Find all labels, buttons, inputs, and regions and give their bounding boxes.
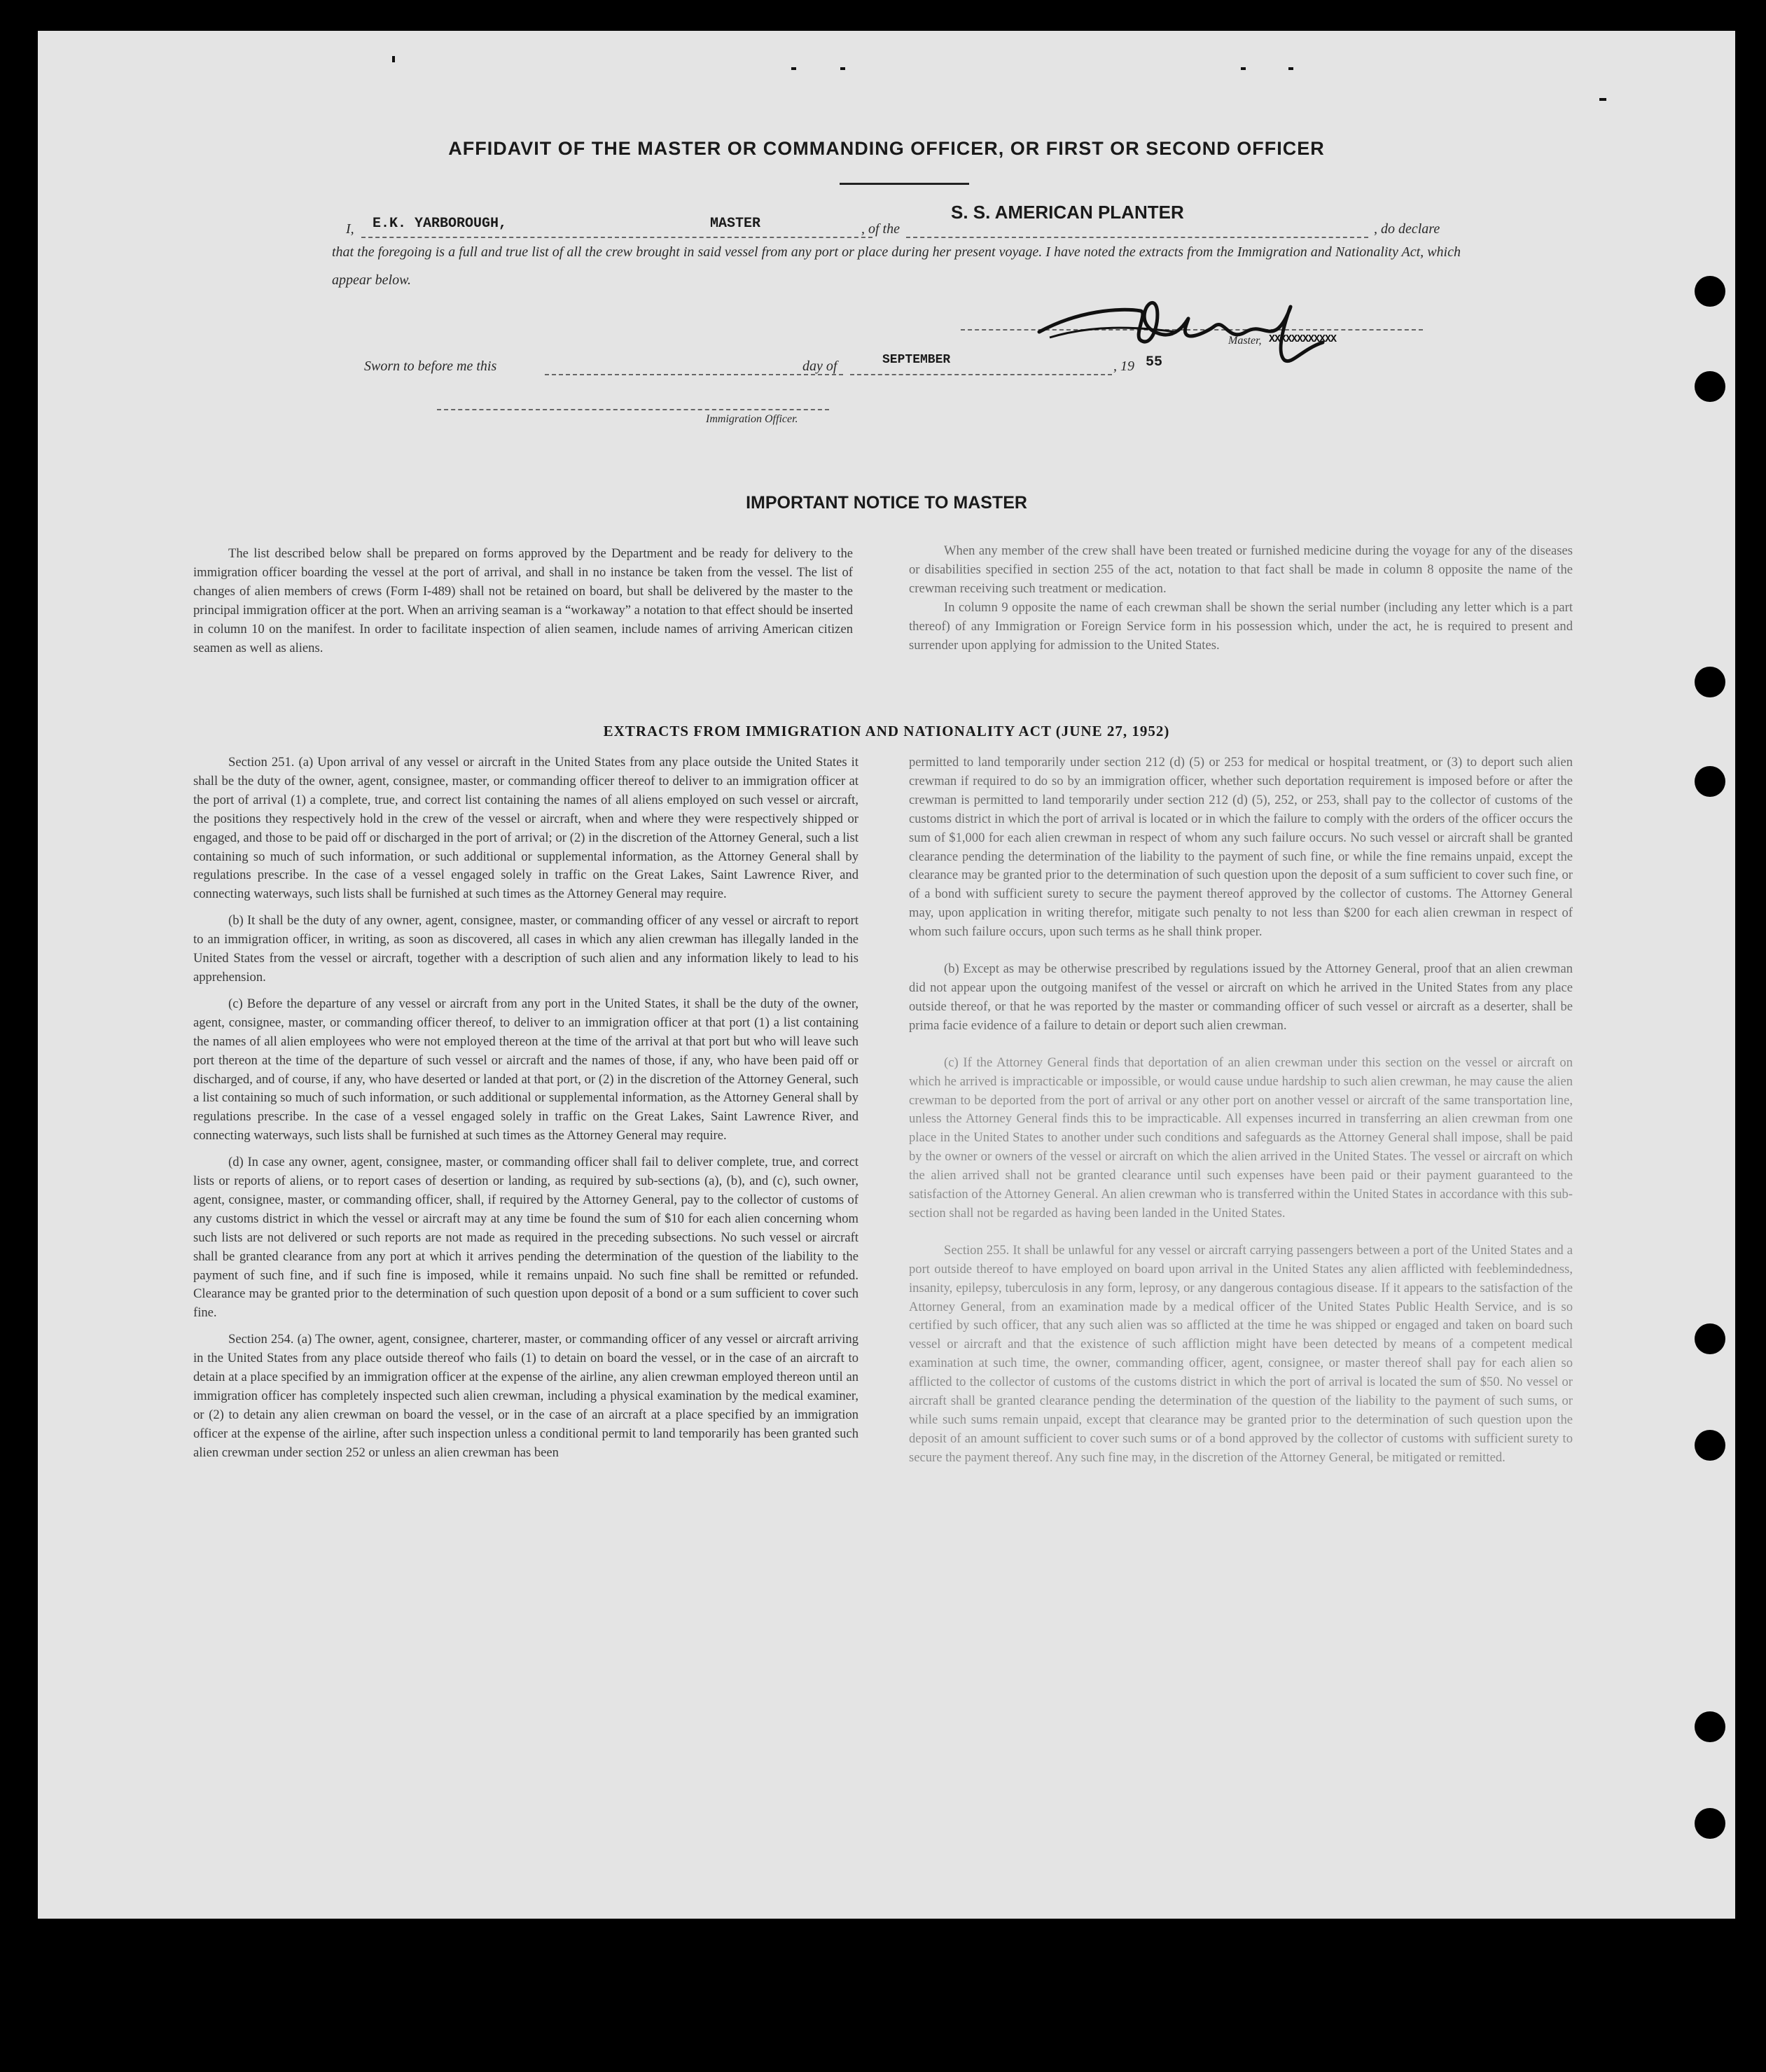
- affidavit-title: AFFIDAVIT OF THE MASTER OR COMMANDING OFFICER, OR FIRST OR SECOND OFFICER: [448, 138, 1325, 159]
- i-label: I,: [346, 221, 354, 237]
- declaration-text: that the foregoing is a full and true list of all the crew brought in said vessel from any port or place during her present voyage. I have noted the extracts from the Immigration and Nationality Act, which appear below.: [332, 244, 1461, 288]
- punch-hole: [1695, 667, 1725, 697]
- section-251c: (c) Before the departure of any vessel or aircraft from any port in the United States, it shall be the duty of the owner, agent, consignee, master, or commanding officer thereof, to deliver to an immigration officer at that port (1) a list containing the names of all alien employees who were not employed thereon at the time of the arrival at that port but who will leave such port thereon at the time of the departure of such vessel or aircraft and the names of those, if any, who have been paid off or discharged, and of course, if any, who have deserted or landed at that port, or (2) in the discretion of the Attorney General, such a list containing so much of such information, or such additional or supplemental information, as the Attorney General shall by regulations prescribe. In the case of a vessel engaged solely in traffic on the Great Lakes, Saint Lawrence River, and connecting waterways, such lists shall be furnished at such times as the Attorney General may require.: [193, 996, 858, 1143]
- punch-hole: [1695, 1323, 1725, 1354]
- sworn-month: SEPTEMBER: [882, 353, 951, 367]
- scan-speck: [392, 56, 395, 62]
- section-254c: (c) If the Attorney General finds that deportation of an alien crewman under this section on the vessel or aircraft on which he arrived is impracticable or impossible, or would cause undue hardship to such alien crewman, he may cause the alien crewman to be deported from the port of arrival or any other port on another vessel or aircraft of the same transportation line, unless the Attorney General finds this to be impracticable. All expenses incurred in transferring an alien crewman from one place in the United States to another under such conditions and safeguards as the Attorney General shall impose, shall be paid by the owner or owners of the vessel or aircraft on which the alien arrived in the United States. The vessel or aircraft on which the alien arrived shall not be granted clearance until such expenses have been paid or their payment guaranteed to the satisfaction of the Attorney General. An alien crewman who is transferred within the United States in accordance with this sub-section shall not be regarded as having been landed in the United States.: [909, 1055, 1573, 1221]
- officer-line: [437, 409, 829, 410]
- scan-speck: [1599, 98, 1606, 101]
- notice-right-column: [909, 542, 1573, 662]
- master-label: Master,: [1228, 335, 1262, 347]
- struck-title: XXXXXXXXXXXX: [1269, 333, 1337, 345]
- vessel-name: S. S. AMERICAN PLANTER: [951, 202, 1184, 223]
- punch-hole: [1695, 276, 1725, 307]
- extracts-left-column: [193, 753, 858, 1470]
- title-underline: [840, 183, 969, 185]
- notice-left-text: The list described below shall be prepared on forms approved by the Department and be ready for delivery to the immigration officer boarding the vessel at the port of arrival, and shall in no instance be taken from the vessel. The list of changes of alien members of crews (Form I-489) shall not be retained on board, but shall be delivered by the master to the principal immigration officer at the port. When an arriving seaman is a “workaway” a notation to that effect should be inserted in column 10 on the manifest. In order to facilitate inspection of alien seamen, include names of arriving American citizen seamen as well as aliens.: [193, 546, 853, 655]
- officer-name: E.K. YARBOROUGH,: [373, 216, 508, 232]
- scan-speck: [1288, 67, 1293, 70]
- year-prefix: , 19: [1113, 359, 1134, 374]
- notice-right-text-2: In column 9 opposite the name of each crewman shall be shown the serial number (including any letter which is a part thereof) of any Immigration or Foreign Service form in his possession which, under the act, he is required to present and surrender upon applying for admission to the United States.: [909, 599, 1573, 653]
- sworn-day-line: [545, 374, 843, 375]
- section-255: Section 255. It shall be unlawful for any vessel or aircraft carrying passengers between a port of the United States and a port outside thereof to have employed on board upon arrival in the United States any alien afflicted with feeblemindedness, insanity, epilepsy, tuberculosis in any form, leprosy, or any dangerous contagious disease. If it appears to the satisfaction of the Attorney General, from an examination made by a medical officer of the United States Public Health Service, and is so certified by such officer, that any such alien was so afflicted at the time he was shipped or engaged and taken on board such vessel or aircraft and that the existence of such affliction might have been detected by means of a competent medical examination at such time, the owner, commanding officer, agent, consignee, or master thereof shall pay for each alien so afflicted to the collector of customs of the customs district in which the port of arrival is located the sum of $50. No vessel or aircraft shall be granted clearance pending the determination of the question of the liability to the payment of such sums, or while such sums remain unpaid, except that clearance may be granted prior to the determination of such question upon the deposit of an amount sufficient to cover such sums or of a bond approved by the collector of customs with sufficient surety to secure the payment thereof. Any such fine may, in the discretion of the Attorney General, be mitigated or remitted.: [909, 1242, 1573, 1465]
- scan-speck: [840, 67, 845, 70]
- section-251a: Section 251. (a) Upon arrival of any vessel or aircraft in the United States from any place outside the United States it shall be the duty of the owner, agent, consignee, master, or commanding officer thereof to deliver to an immigration officer at the port of arrival (1) a complete, true, and correct list containing the names of all aliens employed on such vessel or aircraft, the positions they respectively hold in the crew of the vessel or aircraft, when and where they were respectively shipped or engaged, and those to be paid off or discharged in the port of arrival; or (2) in the discretion of the Attorney General, such a list containing so much of such information, or such additional or supplemental information, as the Attorney General shall by regulations prescribe. In the case of a vessel engaged solely in traffic on the Great Lakes, Saint Lawrence River, and connecting waterways, such lists shall be furnished at such times as the Attorney General may require.: [193, 755, 858, 902]
- section-254a-cont: permitted to land temporarily under section 212 (d) (5) or 253 for medical or hospital treatment, or (3) to deport such alien crewman if required to do so by an immigration officer, whether such deportation requirement is imposed before or after the crewman is permitted to land temporarily under section 212 (d) (5), 252, or 253, shall pay to the collector of customs of the customs district in which the port of arrival is located or in which the failure to comply with the orders of the officer occurs the sum of $1,000 for each alien crewman in respect of whom any such failure occurs. No such vessel or aircraft shall be granted clearance pending the determination of the liability to the payment of such fine, or while the fine remains unpaid, except the clearance may be granted prior to the determination of such question upon the deposit of a sum sufficient to cover such fine, or of a bond with sufficient surety to secure the payment thereof approved by the collector of customs. The Attorney General may, upon application in writing therefor, mitigate such penalty to not less than $200 for each alien crewman in respect of whom such failure occurs, upon such terms as he shall think proper.: [909, 755, 1573, 940]
- sworn-label: Sworn to before me this: [364, 359, 497, 374]
- month-line: [850, 374, 1112, 375]
- punch-hole: [1695, 371, 1725, 402]
- notice-left-column: [193, 545, 853, 665]
- day-of-label: day of: [802, 359, 837, 374]
- punch-hole: [1695, 1808, 1725, 1839]
- punch-hole: [1695, 766, 1725, 797]
- section-251b: (b) It shall be the duty of any owner, agent, consignee, master, or commanding officer of any vessel or aircraft to report to an immigration officer, in writing, as soon as discovered, all cases in which any alien crewman has illegally landed in the United States from the vessel or aircraft, together with a description of such alien and any information likely to lead to his apprehension.: [193, 913, 858, 985]
- sworn-year: 55: [1146, 354, 1163, 370]
- document-page: [38, 31, 1735, 1919]
- section-254b: (b) Except as may be otherwise prescribed by regulations issued by the Attorney General, proof that an alien crewman did not appear upon the outgoing manifest of the vessel or aircraft on which he arrived in the United States from any place outside thereof, or that he was reported by the master or commanding officer of such vessel or aircraft as a deserter, shall be prima facie evidence of a failure to detain or deport such alien crewman.: [909, 961, 1573, 1033]
- master-signature: [1036, 283, 1365, 374]
- extracts-heading: EXTRACTS FROM IMMIGRATION AND NATIONALITY ACT (JUNE 27, 1952): [603, 723, 1170, 739]
- do-declare-label: , do declare: [1374, 221, 1440, 237]
- notice-right-text-1: When any member of the crew shall have been treated or furnished medicine during the voyage for any of the diseases or disabilities specified in section 255 of the act, notation to that fact shall be made in column 8 opposite the name of the crewman receiving such treatment or medication.: [909, 543, 1573, 596]
- scan-speck: [791, 67, 796, 70]
- section-254a: Section 254. (a) The owner, agent, consignee, charterer, master, or commanding officer of any vessel or aircraft arriving in the United States from any place outside thereof who fails (1) to detain on board the vessel, or in the case of an aircraft to detain at a place specified by an immigration officer at the expense of the airline, any alien crewman employed thereon until an immigration officer has completely inspected such alien crewman, including a physical examination by the medical examiner, or (2) to detain any alien crewman on board the vessel, or in the case of an aircraft at a place specified by an immigration officer at the expense of the airline, after such inspection unless a conditional permit to land temporarily has been granted such alien crewman under section 252 or unless an alien crewman has been: [193, 1332, 858, 1460]
- section-251d: (d) In case any owner, agent, consignee, master, or commanding officer shall fail to deliver complete, true, and correct lists or reports of aliens, or to report cases of desertion or landing, as required by sub-sections (a), (b), and (c), such owner, agent, consignee, master, or commanding officer, shall, if required by the Attorney General, pay to the collector of customs of any customs district in which the vessel or aircraft may at any time be found the sum of $10 for each alien concerning whom such lists are not delivered or such reports are not made as required in the preceding subsections. No such vessel or aircraft shall be granted clearance from any port at which it arrives pending the determination of the question of the liability to the payment of such fine, and if such fine is imposed, while it remains unpaid. No such fine shall be remitted or refunded. Clearance may be granted prior to the determination of such question upon deposit of a bond or a sum sufficient to cover such fine.: [193, 1155, 858, 1321]
- officer-title: MASTER: [710, 216, 761, 232]
- of-the-label: , of the: [861, 221, 900, 237]
- officer-label: Immigration Officer.: [706, 413, 798, 425]
- scan-speck: [1241, 67, 1246, 70]
- punch-hole: [1695, 1711, 1725, 1742]
- notice-heading: IMPORTANT NOTICE TO MASTER: [746, 493, 1027, 513]
- extracts-right-column: [909, 753, 1573, 1475]
- punch-hole: [1695, 1430, 1725, 1461]
